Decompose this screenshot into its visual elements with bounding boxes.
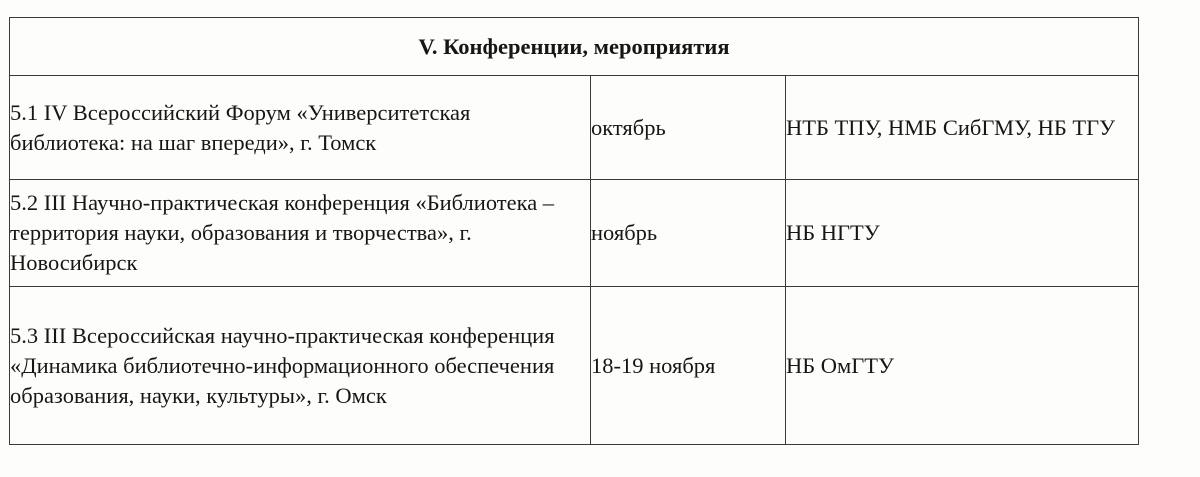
table-row — [10, 180, 1139, 287]
event-name-cell — [10, 76, 591, 180]
table-row — [10, 287, 1139, 445]
event-date-cell — [591, 76, 786, 180]
event-organizer-cell — [786, 180, 1139, 287]
event-organizer: НБ ОмГТУ — [786, 352, 894, 378]
section-title: V. Конференции, мероприятия — [10, 18, 1139, 76]
events-table — [9, 17, 1139, 445]
event-name-cell — [10, 287, 591, 445]
table-row — [10, 76, 1139, 180]
event-name: 5.2 III Научно-практическая конференция «Библиотека – территория науки, образования и творчества», г. Новосибирск — [10, 190, 555, 275]
event-name: 5.3 III Всероссийская научно-практическая конференция «Динамика библиотечно-информационного обеспечения образования, науки, культуры», г. Омск — [10, 322, 555, 408]
event-date: октябрь — [591, 114, 666, 140]
event-date-cell — [591, 287, 786, 445]
event-organizer-cell — [786, 287, 1139, 445]
event-date: 18-19 ноября — [591, 352, 716, 378]
event-name: 5.1 IV Всероссийский Форум «Университетская библиотека: на шаг впереди», г. Томск — [10, 99, 471, 155]
event-name-cell — [10, 180, 591, 287]
event-date-cell — [591, 180, 786, 287]
event-organizer-cell — [786, 76, 1139, 180]
section-header-row — [10, 18, 1139, 76]
event-organizer: НБ НГТУ — [786, 220, 880, 245]
event-organizer: НТБ ТПУ, НМБ СибГМУ, НБ ТГУ — [786, 114, 1116, 140]
event-date: ноябрь — [591, 220, 658, 245]
